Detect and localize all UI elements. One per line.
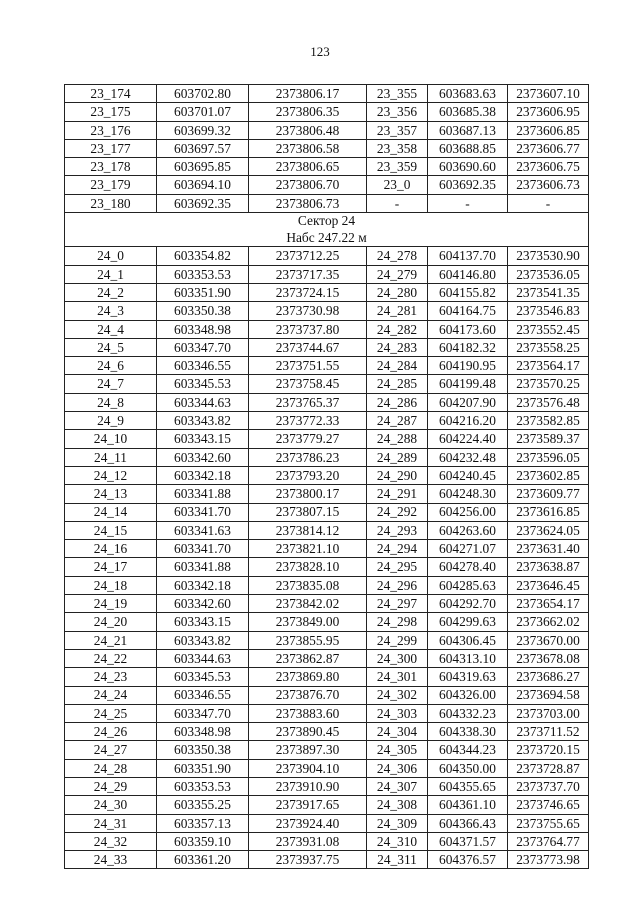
- table-cell: 24_30: [65, 796, 157, 814]
- table-cell: 2373728.87: [508, 759, 589, 777]
- table-cell: 2373558.25: [508, 338, 589, 356]
- table-cell: 603701.07: [157, 103, 249, 121]
- table-cell: 2373609.77: [508, 485, 589, 503]
- table-cell: 2373678.08: [508, 649, 589, 667]
- table-cell: 604232.48: [428, 448, 508, 466]
- table-cell: 2373746.65: [508, 796, 589, 814]
- table-cell: 2373765.37: [249, 393, 367, 411]
- table-cell: 2373855.95: [249, 631, 367, 649]
- table-cell: 2373806.17: [249, 85, 367, 103]
- table-cell: 603695.85: [157, 158, 249, 176]
- table-cell: 2373712.25: [249, 247, 367, 265]
- table-cell: 24_5: [65, 338, 157, 356]
- table-cell: 603342.60: [157, 595, 249, 613]
- sector-title-row: [65, 213, 589, 230]
- table-cell: 24_293: [367, 521, 428, 539]
- table-cell: 604240.45: [428, 466, 508, 484]
- table-cell: 2373931.08: [249, 832, 367, 850]
- table-cell: 603697.57: [157, 139, 249, 157]
- table-cell: 603343.82: [157, 631, 249, 649]
- table-row: [65, 741, 589, 759]
- table-cell: 24_22: [65, 649, 157, 667]
- table-cell: 24_287: [367, 412, 428, 430]
- table-cell: 604278.40: [428, 558, 508, 576]
- table-row: [65, 649, 589, 667]
- table-cell: 2373744.67: [249, 338, 367, 356]
- sector-nabs-row: [65, 229, 589, 247]
- table-cell: 24_33: [65, 851, 157, 869]
- table-cell: 24_14: [65, 503, 157, 521]
- table-row: [65, 796, 589, 814]
- table-cell: 603343.82: [157, 412, 249, 430]
- table-cell: 2373596.05: [508, 448, 589, 466]
- table-cell: 23_358: [367, 139, 428, 157]
- table-cell: 2373869.80: [249, 668, 367, 686]
- table-cell: 2373779.27: [249, 430, 367, 448]
- table-cell: 603351.90: [157, 283, 249, 301]
- table-row: [65, 540, 589, 558]
- table-row: [65, 832, 589, 850]
- table-cell: 2373806.73: [249, 194, 367, 212]
- table-cell: 24_279: [367, 265, 428, 283]
- table-cell: 24_303: [367, 704, 428, 722]
- table-cell: 603345.53: [157, 668, 249, 686]
- table-cell: 24_16: [65, 540, 157, 558]
- table-cell: 2373924.40: [249, 814, 367, 832]
- table-row: [65, 759, 589, 777]
- table-cell: 603683.63: [428, 85, 508, 103]
- table-cell: 603359.10: [157, 832, 249, 850]
- table-cell: 24_297: [367, 595, 428, 613]
- table-cell: 24_304: [367, 723, 428, 741]
- table-row: [65, 176, 589, 194]
- table-cell: 2373606.75: [508, 158, 589, 176]
- table-cell: 24_291: [367, 485, 428, 503]
- table-cell: 603692.35: [157, 194, 249, 212]
- table-cell: 604182.32: [428, 338, 508, 356]
- table-cell: 24_18: [65, 576, 157, 594]
- table-cell: 603348.98: [157, 723, 249, 741]
- table-row: [65, 485, 589, 503]
- table-cell: 2373616.85: [508, 503, 589, 521]
- table-cell: 24_290: [367, 466, 428, 484]
- table-row: [65, 704, 589, 722]
- table-cell: 603699.32: [157, 121, 249, 139]
- table-cell: 2373730.98: [249, 302, 367, 320]
- table-cell: 2373582.85: [508, 412, 589, 430]
- table-cell: 603341.63: [157, 521, 249, 539]
- table-cell: 2373835.08: [249, 576, 367, 594]
- table-cell: 603354.82: [157, 247, 249, 265]
- table-cell: 24_301: [367, 668, 428, 686]
- table-cell: 604285.63: [428, 576, 508, 594]
- table-cell: 603343.15: [157, 430, 249, 448]
- table-cell: 604306.45: [428, 631, 508, 649]
- table-cell: 24_280: [367, 283, 428, 301]
- table-cell: 603343.15: [157, 613, 249, 631]
- table-row: [65, 265, 589, 283]
- table-cell: 603346.55: [157, 357, 249, 375]
- table-cell: 2373602.85: [508, 466, 589, 484]
- table-row: [65, 194, 589, 212]
- table-cell: 23_359: [367, 158, 428, 176]
- table-cell: 24_289: [367, 448, 428, 466]
- table-cell: 2373806.58: [249, 139, 367, 157]
- table-cell: 603350.38: [157, 302, 249, 320]
- table-cell: 24_9: [65, 412, 157, 430]
- table-cell: 24_17: [65, 558, 157, 576]
- table-cell: 603341.70: [157, 540, 249, 558]
- sector-24-rows: [65, 247, 589, 869]
- table-cell: 24_292: [367, 503, 428, 521]
- table-cell: 604313.10: [428, 649, 508, 667]
- table-cell: 604366.43: [428, 814, 508, 832]
- table-cell: 24_286: [367, 393, 428, 411]
- table-cell: 603348.98: [157, 320, 249, 338]
- table-cell: 24_295: [367, 558, 428, 576]
- table-cell: 24_302: [367, 686, 428, 704]
- table-cell: 23_178: [65, 158, 157, 176]
- table-cell: 604173.60: [428, 320, 508, 338]
- table-cell: 603357.13: [157, 814, 249, 832]
- table-cell: 24_310: [367, 832, 428, 850]
- table-cell: 2373606.95: [508, 103, 589, 121]
- table-cell: 603341.88: [157, 558, 249, 576]
- table-cell: 603351.90: [157, 759, 249, 777]
- table-cell: 24_27: [65, 741, 157, 759]
- table-cell: 24_26: [65, 723, 157, 741]
- table-cell: 2373606.85: [508, 121, 589, 139]
- table-cell: 603353.53: [157, 265, 249, 283]
- table-cell: 23_179: [65, 176, 157, 194]
- table-cell: 2373606.73: [508, 176, 589, 194]
- table-row: [65, 412, 589, 430]
- table-cell: 604164.75: [428, 302, 508, 320]
- table-cell: 604256.00: [428, 503, 508, 521]
- table-cell: 24_288: [367, 430, 428, 448]
- table-cell: 24_29: [65, 777, 157, 795]
- table-cell: 24_298: [367, 613, 428, 631]
- table-cell: 604326.00: [428, 686, 508, 704]
- table-cell: 2373764.77: [508, 832, 589, 850]
- table-cell: 603347.70: [157, 338, 249, 356]
- table-cell: 2373842.02: [249, 595, 367, 613]
- table-cell: 604207.90: [428, 393, 508, 411]
- table-cell: 24_1: [65, 265, 157, 283]
- table-cell: 24_28: [65, 759, 157, 777]
- table-cell: 24_308: [367, 796, 428, 814]
- table-cell: 24_24: [65, 686, 157, 704]
- table-cell: 2373607.10: [508, 85, 589, 103]
- table-cell: 604338.30: [428, 723, 508, 741]
- table-cell: 604155.82: [428, 283, 508, 301]
- table-cell: 24_6: [65, 357, 157, 375]
- table-cell: 603361.20: [157, 851, 249, 869]
- table-cell: 2373937.75: [249, 851, 367, 869]
- table-row: [65, 466, 589, 484]
- table-cell: 2373638.87: [508, 558, 589, 576]
- table-cell: 2373530.90: [508, 247, 589, 265]
- table-row: [65, 668, 589, 686]
- table-cell: 24_299: [367, 631, 428, 649]
- table-cell: 24_11: [65, 448, 157, 466]
- table-cell: 2373711.52: [508, 723, 589, 741]
- table-cell: 24_7: [65, 375, 157, 393]
- table-cell: 23_0: [367, 176, 428, 194]
- table-cell: 23_175: [65, 103, 157, 121]
- table-cell: 23_177: [65, 139, 157, 157]
- table-cell: 603702.80: [157, 85, 249, 103]
- table-cell: 24_278: [367, 247, 428, 265]
- table-cell: 2373631.40: [508, 540, 589, 558]
- table-cell: 603342.18: [157, 576, 249, 594]
- table-row: [65, 686, 589, 704]
- table-cell: 604371.57: [428, 832, 508, 850]
- table-cell: 2373576.48: [508, 393, 589, 411]
- table-cell: 2373904.10: [249, 759, 367, 777]
- table-cell: -: [367, 194, 428, 212]
- table-cell: 2373624.05: [508, 521, 589, 539]
- table-cell: 2373814.12: [249, 521, 367, 539]
- table-row: [65, 503, 589, 521]
- table-cell: 2373806.48: [249, 121, 367, 139]
- table-cell: 604319.63: [428, 668, 508, 686]
- table-cell: 24_12: [65, 466, 157, 484]
- table-cell: 603690.60: [428, 158, 508, 176]
- table-cell: 24_21: [65, 631, 157, 649]
- page-number: 123: [310, 44, 330, 59]
- table-cell: 2373662.02: [508, 613, 589, 631]
- table-row: [65, 595, 589, 613]
- table-cell: 24_281: [367, 302, 428, 320]
- table-row: [65, 338, 589, 356]
- table-cell: 24_4: [65, 320, 157, 338]
- table-cell: 603341.88: [157, 485, 249, 503]
- table-cell: 24_25: [65, 704, 157, 722]
- table-cell: 604271.07: [428, 540, 508, 558]
- table-cell: 2373720.15: [508, 741, 589, 759]
- sector-title: Сектор 24: [65, 213, 589, 230]
- table-cell: 24_309: [367, 814, 428, 832]
- table-cell: 2373800.17: [249, 485, 367, 503]
- table-cell: 604146.80: [428, 265, 508, 283]
- table-cell: 2373917.65: [249, 796, 367, 814]
- table-cell: 2373589.37: [508, 430, 589, 448]
- table-cell: 603685.38: [428, 103, 508, 121]
- table-row: [65, 357, 589, 375]
- table-cell: 2373564.17: [508, 357, 589, 375]
- table-row: [65, 393, 589, 411]
- table-cell: 604344.23: [428, 741, 508, 759]
- table-cell: 2373703.00: [508, 704, 589, 722]
- table-cell: 2373806.35: [249, 103, 367, 121]
- table-cell: 603688.85: [428, 139, 508, 157]
- table-cell: 24_15: [65, 521, 157, 539]
- table-row: [65, 521, 589, 539]
- table-row: [65, 723, 589, 741]
- table-row: [65, 375, 589, 393]
- table-cell: 603344.63: [157, 649, 249, 667]
- table-cell: 2373670.00: [508, 631, 589, 649]
- table-cell: 603353.53: [157, 777, 249, 795]
- table-cell: 2373694.58: [508, 686, 589, 704]
- table-cell: 604263.60: [428, 521, 508, 539]
- table-row: [65, 576, 589, 594]
- table-cell: 604350.00: [428, 759, 508, 777]
- table-cell: 2373724.15: [249, 283, 367, 301]
- table-row: [65, 430, 589, 448]
- table-cell: 603341.70: [157, 503, 249, 521]
- table-cell: 24_23: [65, 668, 157, 686]
- table-row: [65, 85, 589, 103]
- table-row: [65, 158, 589, 176]
- table-cell: 24_306: [367, 759, 428, 777]
- table-cell: 604355.65: [428, 777, 508, 795]
- table-cell: 24_294: [367, 540, 428, 558]
- table-cell: 2373717.35: [249, 265, 367, 283]
- table-cell: 603692.35: [428, 176, 508, 194]
- table-row: [65, 777, 589, 795]
- table-cell: 24_31: [65, 814, 157, 832]
- table-cell: 2373686.27: [508, 668, 589, 686]
- sector-23-rows: [65, 85, 589, 213]
- table-cell: 603347.70: [157, 704, 249, 722]
- table-cell: 2373552.45: [508, 320, 589, 338]
- table-cell: 2373876.70: [249, 686, 367, 704]
- table-cell: 2373758.45: [249, 375, 367, 393]
- table-cell: 2373646.45: [508, 576, 589, 594]
- table-row: [65, 247, 589, 265]
- table-cell: 23_357: [367, 121, 428, 139]
- coordinates-table: [64, 84, 589, 869]
- table-cell: 24_282: [367, 320, 428, 338]
- table-cell: 2373755.65: [508, 814, 589, 832]
- table-cell: 604292.70: [428, 595, 508, 613]
- table-row: [65, 283, 589, 301]
- table-cell: 604137.70: [428, 247, 508, 265]
- table-row: [65, 139, 589, 157]
- table-cell: 23_174: [65, 85, 157, 103]
- table-row: [65, 320, 589, 338]
- table-cell: 24_285: [367, 375, 428, 393]
- table-cell: 604224.40: [428, 430, 508, 448]
- table-row: [65, 613, 589, 631]
- table-row: [65, 121, 589, 139]
- table-cell: 2373793.20: [249, 466, 367, 484]
- table-cell: 2373806.65: [249, 158, 367, 176]
- table-cell: 2373536.05: [508, 265, 589, 283]
- table-cell: 604361.10: [428, 796, 508, 814]
- table-cell: 24_32: [65, 832, 157, 850]
- table-cell: 603346.55: [157, 686, 249, 704]
- table-cell: 24_20: [65, 613, 157, 631]
- table-cell: 2373910.90: [249, 777, 367, 795]
- table-cell: 2373849.00: [249, 613, 367, 631]
- table-cell: 604190.95: [428, 357, 508, 375]
- table-cell: 603342.18: [157, 466, 249, 484]
- table-cell: 24_2: [65, 283, 157, 301]
- table-cell: 2373883.60: [249, 704, 367, 722]
- table-cell: 603687.13: [428, 121, 508, 139]
- table-cell: -: [508, 194, 589, 212]
- table-row: [65, 448, 589, 466]
- table-cell: 2373786.23: [249, 448, 367, 466]
- table-cell: 24_0: [65, 247, 157, 265]
- sector-24-header: [65, 213, 589, 247]
- table-cell: 24_307: [367, 777, 428, 795]
- table-cell: 603342.60: [157, 448, 249, 466]
- table-cell: 24_284: [367, 357, 428, 375]
- table-cell: 603344.63: [157, 393, 249, 411]
- table-cell: 2373862.87: [249, 649, 367, 667]
- table-cell: -: [428, 194, 508, 212]
- table-row: [65, 631, 589, 649]
- table-cell: 2373606.77: [508, 139, 589, 157]
- table-cell: 2373773.98: [508, 851, 589, 869]
- table-cell: 603355.25: [157, 796, 249, 814]
- table-cell: 2373828.10: [249, 558, 367, 576]
- table-cell: 2373737.80: [249, 320, 367, 338]
- table-cell: 2373541.35: [508, 283, 589, 301]
- table-cell: 24_300: [367, 649, 428, 667]
- table-cell: 2373807.15: [249, 503, 367, 521]
- table-cell: 603345.53: [157, 375, 249, 393]
- table-cell: 2373890.45: [249, 723, 367, 741]
- table-cell: 2373546.83: [508, 302, 589, 320]
- table-row: [65, 302, 589, 320]
- sector-nabs: Набс 247.22 м: [65, 229, 589, 247]
- table-cell: 604199.48: [428, 375, 508, 393]
- table-row: [65, 558, 589, 576]
- table-cell: 24_296: [367, 576, 428, 594]
- table-cell: 604376.57: [428, 851, 508, 869]
- table-cell: 24_311: [367, 851, 428, 869]
- table-cell: 23_180: [65, 194, 157, 212]
- table-cell: 23_356: [367, 103, 428, 121]
- table-cell: 2373737.70: [508, 777, 589, 795]
- table-cell: 23_355: [367, 85, 428, 103]
- table-cell: 2373806.70: [249, 176, 367, 194]
- table-cell: 603694.10: [157, 176, 249, 194]
- table-cell: 2373772.33: [249, 412, 367, 430]
- table-cell: 2373654.17: [508, 595, 589, 613]
- table-cell: 24_13: [65, 485, 157, 503]
- table-cell: 24_10: [65, 430, 157, 448]
- table-cell: 24_305: [367, 741, 428, 759]
- table-cell: 23_176: [65, 121, 157, 139]
- table-cell: 604248.30: [428, 485, 508, 503]
- table-cell: 2373751.55: [249, 357, 367, 375]
- table-row: [65, 103, 589, 121]
- table-cell: 24_8: [65, 393, 157, 411]
- table-cell: 2373897.30: [249, 741, 367, 759]
- table-row: [65, 814, 589, 832]
- table-cell: 24_19: [65, 595, 157, 613]
- table-cell: 2373570.25: [508, 375, 589, 393]
- table-cell: 604299.63: [428, 613, 508, 631]
- table-cell: 604216.20: [428, 412, 508, 430]
- table-cell: 603350.38: [157, 741, 249, 759]
- table-cell: 604332.23: [428, 704, 508, 722]
- table-row: [65, 851, 589, 869]
- table-cell: 2373821.10: [249, 540, 367, 558]
- table-cell: 24_3: [65, 302, 157, 320]
- table-cell: 24_283: [367, 338, 428, 356]
